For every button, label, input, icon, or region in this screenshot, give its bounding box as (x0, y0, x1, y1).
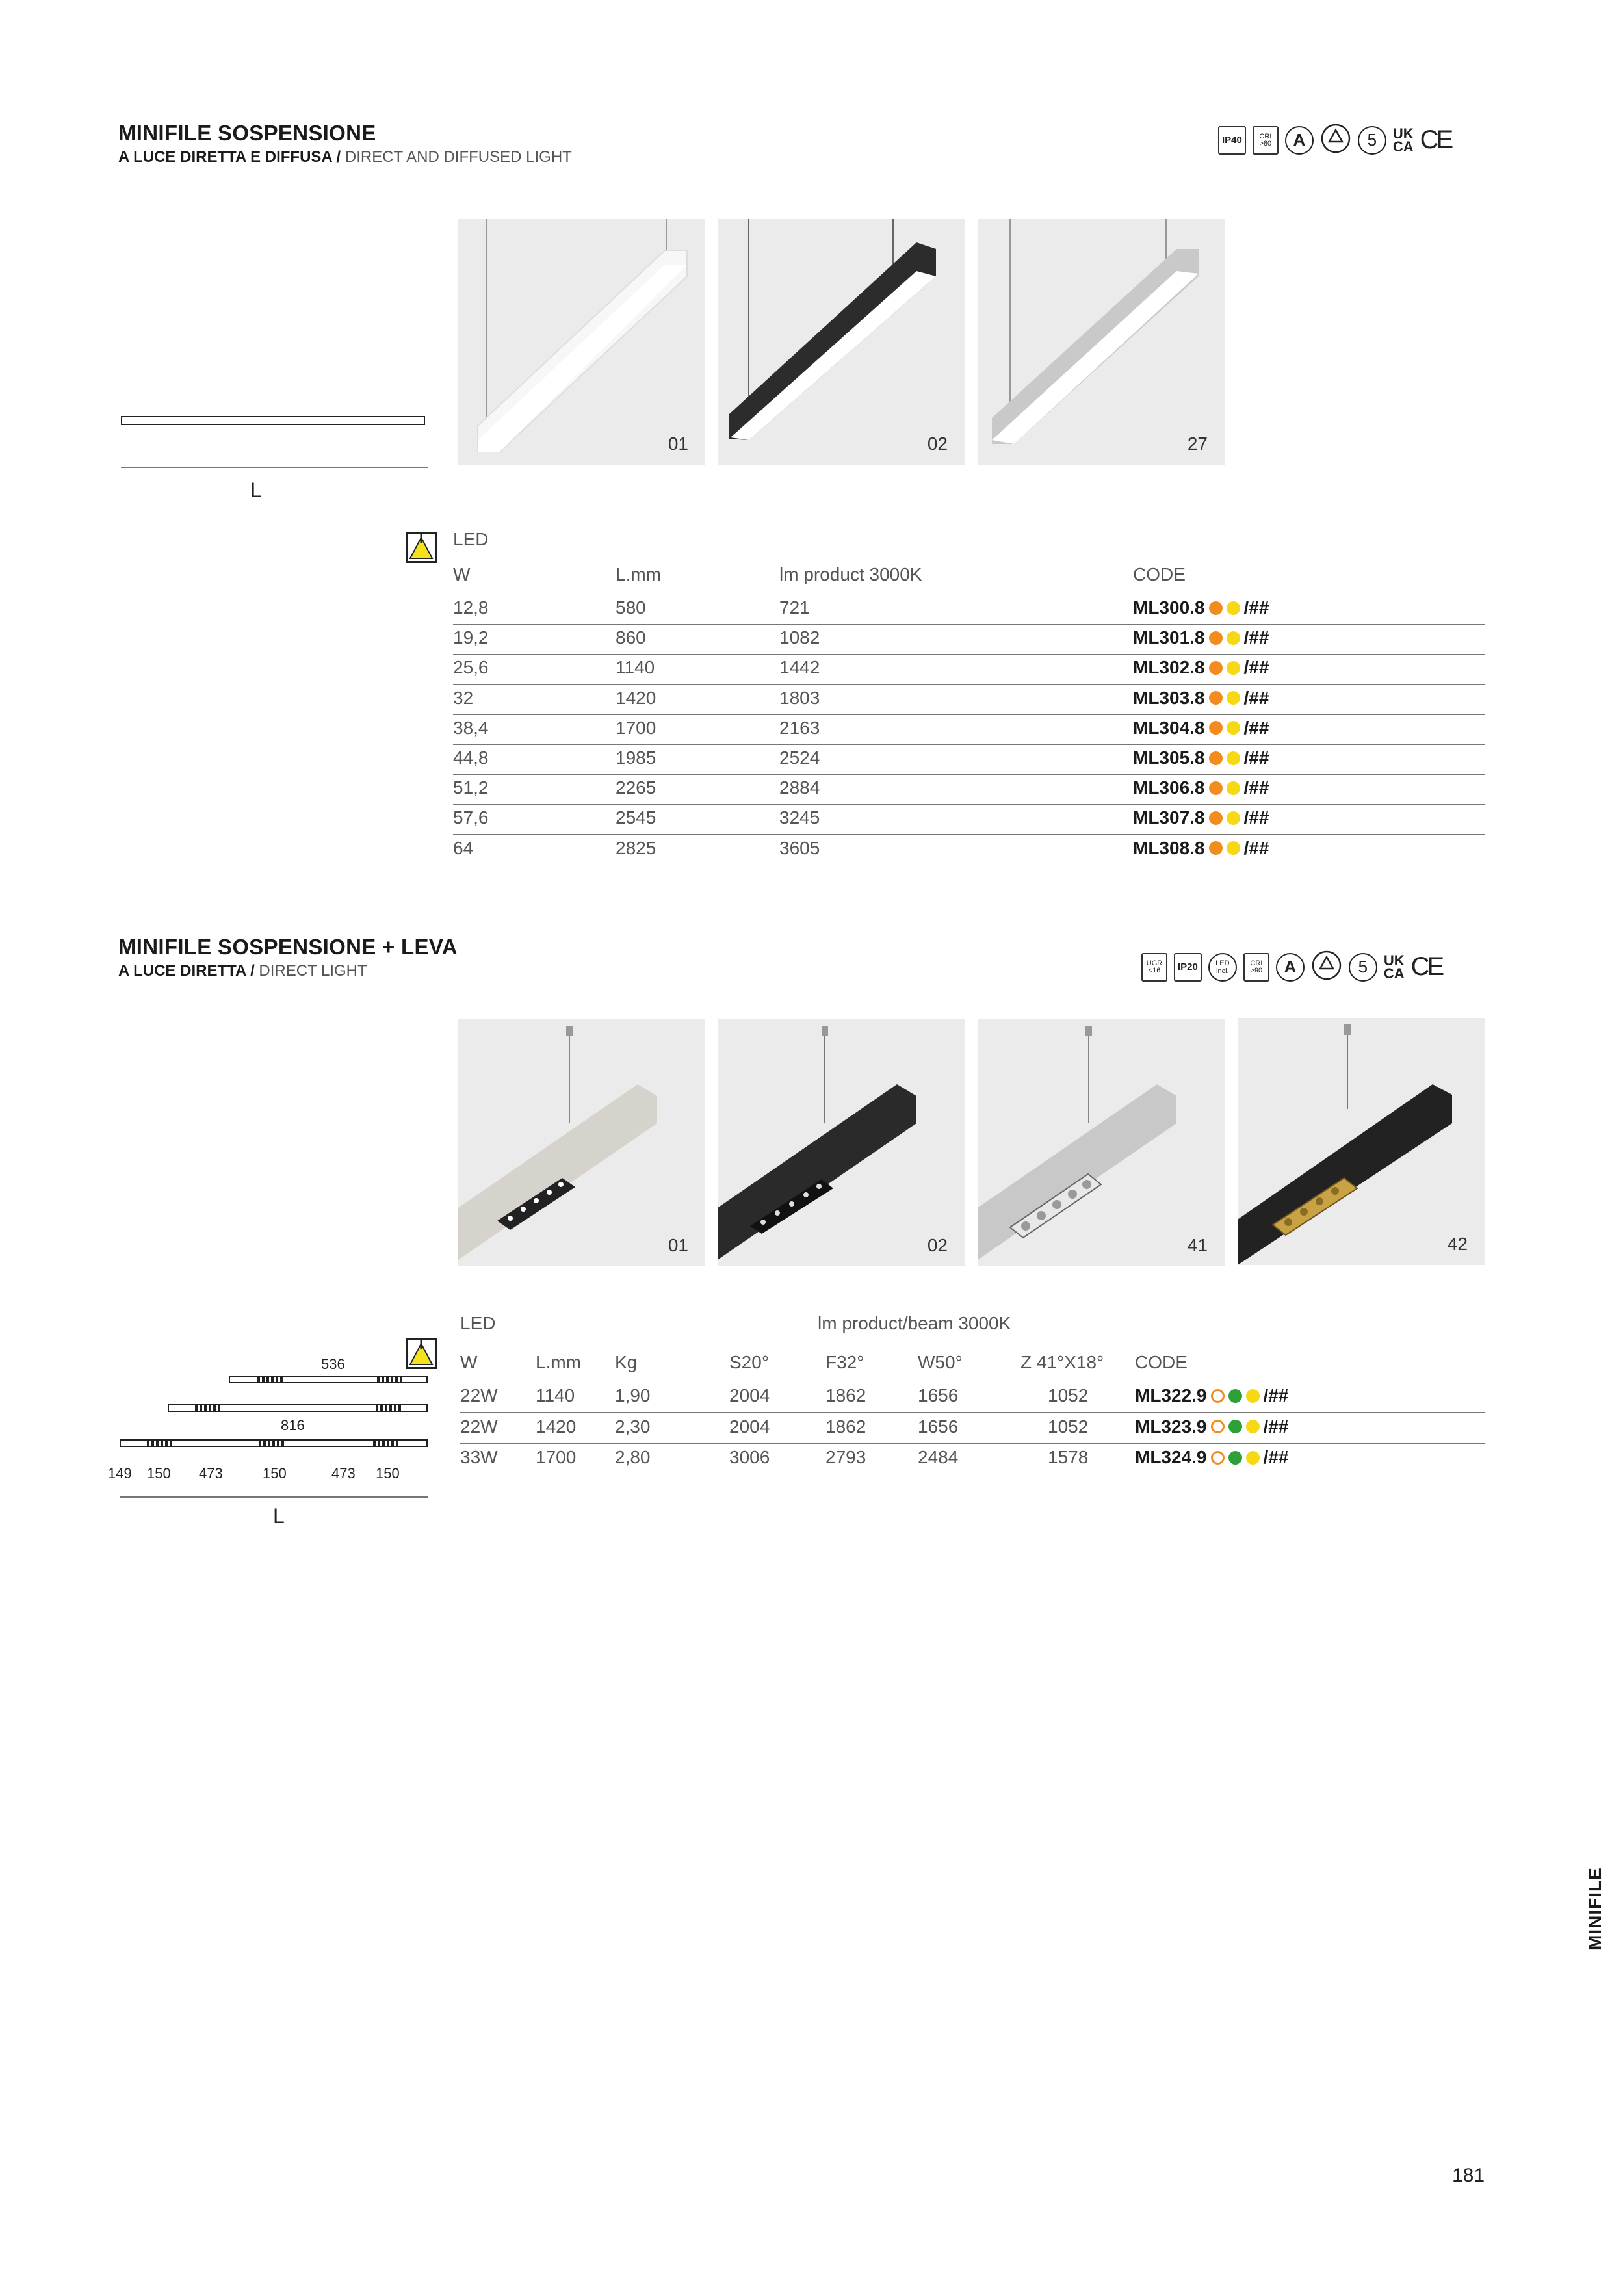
side-label-wrapper (1579, 1867, 1618, 1950)
product-photo-black (718, 219, 965, 465)
color-temp-orange-dot (1209, 781, 1223, 795)
cell-lumen: 2524 (779, 748, 820, 768)
dim-bottom: 150 (147, 1465, 171, 1481)
header-length: L.mm (536, 1352, 581, 1372)
cell-watt: 19,2 (453, 627, 489, 648)
cell-length: 1700 (536, 1447, 577, 1467)
cell-lumen: 721 (779, 597, 810, 618)
product-code: ML300.8 (1133, 597, 1205, 618)
color-temp-orange-dot (1209, 841, 1223, 855)
product-code: ML301.8 (1133, 627, 1205, 648)
table-row (453, 804, 1485, 835)
dim-bottom: 473 (331, 1465, 356, 1481)
recycle-icon (1311, 950, 1342, 984)
header-w: W (460, 1352, 478, 1372)
cell-length: 1140 (616, 657, 655, 678)
cell-length: 1420 (536, 1416, 577, 1437)
cell-length: 1420 (616, 687, 656, 708)
cri-icon (1253, 126, 1279, 155)
cell-weight: 2,30 (615, 1416, 651, 1437)
cell-length: 2825 (616, 837, 656, 858)
module-mark (373, 1441, 399, 1446)
product-photo-black-gold (1238, 1018, 1485, 1265)
cell-f32: 2793 (825, 1447, 866, 1467)
table-row (453, 594, 1485, 625)
color-temp-ring-dot (1211, 1389, 1225, 1403)
ce-icon: CE (1410, 952, 1442, 981)
ugr-value: <16 (1148, 966, 1161, 974)
cri-label: CRI (1259, 132, 1272, 140)
color-temp-orange-dot (1209, 811, 1223, 825)
finish-suffix: /## (1243, 777, 1269, 798)
finish-suffix: /## (1243, 717, 1269, 738)
dim-bottom: 150 (376, 1465, 400, 1481)
cell-watt: 22W (460, 1416, 498, 1437)
photo-caption: 27 (1187, 434, 1208, 454)
cell-length: 1985 (616, 748, 656, 768)
cell-lumen: 3605 (779, 837, 820, 858)
color-temp-yellow-dot (1227, 751, 1240, 765)
cell-lumen: 1803 (779, 687, 820, 708)
finish-suffix: /## (1243, 807, 1269, 828)
photo-caption: 02 (927, 1235, 948, 1255)
cell-w50: 1656 (918, 1416, 959, 1437)
product-photo-black (718, 1019, 965, 1266)
color-temp-ring-dot (1211, 1451, 1225, 1465)
product-code: ML323.9 (1135, 1416, 1207, 1437)
cell-length: 2545 (616, 807, 656, 828)
cri-value: >90 (1250, 966, 1263, 974)
ip40-icon: IP40 (1218, 126, 1246, 155)
ukca-uk: UK (1392, 125, 1414, 142)
ukca-ca: CA (1383, 965, 1405, 982)
header-w50: W50° (918, 1352, 963, 1372)
section1-certifications (1218, 124, 1451, 157)
product-photo-silver-reflectors (978, 1019, 1225, 1266)
cell-weight: 1,90 (615, 1385, 651, 1405)
cell-s20: 2004 (729, 1385, 770, 1405)
cell-watt: 57,6 (453, 807, 489, 828)
led-included-icon (1208, 953, 1237, 982)
section2-title: MINIFILE SOSPENSIONE + LEVA (118, 935, 458, 959)
finish-suffix: /## (1243, 687, 1269, 708)
cell-length: 580 (616, 597, 646, 618)
cell-w50: 1656 (918, 1385, 959, 1405)
recycle-icon (1320, 124, 1351, 157)
header-code: CODE (1135, 1352, 1188, 1372)
section1-subtitle-normal: DIRECT AND DIFFUSED LIGHT (341, 148, 572, 166)
ce-icon: CE (1420, 125, 1451, 154)
header-s20: S20° (729, 1352, 770, 1372)
cell-s20: 2004 (729, 1416, 770, 1437)
header-length: L.mm (616, 564, 661, 584)
color-temp-green-dot (1228, 1420, 1242, 1433)
product-code: ML302.8 (1133, 657, 1205, 678)
table-row (453, 835, 1485, 865)
table-row (460, 1382, 1485, 1413)
warning-icon (406, 1338, 437, 1369)
cell-f32: 1862 (825, 1385, 866, 1405)
ukca-uk: UK (1383, 952, 1405, 969)
header-w: W (453, 564, 471, 584)
cell-z: 1052 (1048, 1416, 1089, 1437)
header-f32: F32° (825, 1352, 864, 1372)
product-photo-white (458, 219, 705, 465)
finish-suffix: /## (1263, 1447, 1289, 1467)
header-z: Z 41°X18° (1020, 1352, 1104, 1372)
cri-value: >80 (1259, 139, 1272, 148)
led-sub: incl. (1216, 967, 1229, 975)
color-temp-ring-dot (1211, 1420, 1225, 1433)
product-code: ML324.9 (1135, 1447, 1207, 1467)
table-row (453, 774, 1485, 805)
table-row (453, 744, 1485, 775)
length-label: L (273, 1504, 285, 1528)
cell-watt: 33W (460, 1447, 498, 1467)
table-group-label: LED (460, 1313, 496, 1333)
length-label: L (250, 478, 262, 502)
cell-code (1133, 748, 1269, 768)
module-mark (377, 1377, 403, 1382)
cell-length: 860 (616, 627, 646, 648)
cell-code (1133, 807, 1269, 828)
product-photo-grey (978, 219, 1225, 465)
page-number: 181 (1452, 2165, 1485, 2186)
color-temp-orange-dot (1209, 631, 1223, 645)
color-temp-orange-dot (1209, 721, 1223, 735)
product-table-1 (453, 525, 1485, 863)
cell-watt: 44,8 (453, 748, 489, 768)
color-temp-yellow-dot (1227, 691, 1240, 705)
led-label: LED (1215, 959, 1230, 967)
cri-label: CRI (1250, 959, 1263, 967)
color-temp-yellow-dot (1246, 1389, 1260, 1403)
product-table-2 (460, 1313, 1485, 1482)
dimension-line (121, 467, 428, 468)
module-mark (376, 1405, 402, 1411)
product-code: ML307.8 (1133, 807, 1205, 828)
cell-z: 1578 (1048, 1447, 1089, 1467)
product-code: ML305.8 (1133, 748, 1205, 768)
cell-watt: 32 (453, 687, 474, 708)
cell-watt: 12,8 (453, 597, 489, 618)
photo-caption: 01 (668, 1235, 688, 1255)
cell-lumen: 2884 (779, 777, 820, 798)
table-group-label-lumen: lm product/beam 3000K (818, 1313, 1011, 1333)
photo-caption: 41 (1187, 1235, 1208, 1255)
color-temp-yellow-dot (1246, 1451, 1260, 1465)
color-temp-orange-dot (1209, 661, 1223, 675)
ugr-icon (1141, 953, 1167, 982)
cell-s20: 3006 (729, 1447, 770, 1467)
table-row (453, 624, 1485, 655)
color-temp-yellow-dot (1227, 811, 1240, 825)
section2-subtitle (118, 962, 367, 980)
cell-lumen: 3245 (779, 807, 820, 828)
photo-caption: 02 (927, 434, 948, 454)
color-temp-yellow-dot (1227, 661, 1240, 675)
table-row (453, 685, 1485, 715)
table-row (460, 1444, 1485, 1474)
cell-code (1133, 597, 1269, 618)
cell-weight: 2,80 (615, 1447, 651, 1467)
module-mark (195, 1405, 221, 1411)
color-temp-yellow-dot (1227, 631, 1240, 645)
header-code: CODE (1133, 564, 1186, 584)
ukca-icon (1384, 954, 1405, 980)
module-mark (257, 1377, 283, 1382)
color-temp-yellow-dot (1246, 1420, 1260, 1433)
dim-536: 536 (321, 1356, 345, 1372)
cell-lumen: 2163 (779, 717, 820, 738)
cell-code (1133, 777, 1269, 798)
product-drawing (121, 416, 425, 425)
product-code: ML306.8 (1133, 777, 1205, 798)
product-code: ML303.8 (1133, 687, 1205, 708)
ukca-icon (1393, 127, 1414, 153)
side-label: MINIFILE (1585, 1867, 1605, 1950)
color-temp-green-dot (1228, 1451, 1242, 1465)
product-code: ML308.8 (1133, 837, 1205, 858)
dim-816: 816 (281, 1417, 305, 1433)
finish-suffix: /## (1243, 657, 1269, 678)
cell-code (1133, 657, 1269, 678)
section2-certifications (1141, 950, 1442, 984)
cell-watt: 38,4 (453, 717, 489, 738)
cell-watt: 51,2 (453, 777, 489, 798)
table-group-label: LED (453, 529, 489, 549)
cell-length: 1700 (616, 717, 656, 738)
finish-suffix: /## (1243, 748, 1269, 768)
ukca-ca: CA (1392, 138, 1414, 155)
table-row (453, 654, 1485, 685)
header-kg: Kg (615, 1352, 638, 1372)
product-code: ML322.9 (1135, 1385, 1207, 1405)
photo-caption: 42 (1447, 1234, 1468, 1254)
header-lumen: lm product 3000K (779, 564, 922, 584)
color-temp-yellow-dot (1227, 721, 1240, 735)
color-temp-orange-dot (1209, 601, 1223, 615)
cell-watt: 25,6 (453, 657, 489, 678)
cell-z: 1052 (1048, 1385, 1089, 1405)
cell-f32: 1862 (825, 1416, 866, 1437)
dim-bottom: 150 (263, 1465, 287, 1481)
cell-lumen: 1442 (779, 657, 820, 678)
cell-code (1135, 1447, 1288, 1468)
cell-watt: 22W (460, 1385, 498, 1405)
cell-code (1133, 688, 1269, 709)
energy-a-icon: A (1285, 126, 1314, 155)
dim-bottom: 149 (108, 1465, 132, 1481)
cri-icon (1243, 953, 1269, 982)
cell-code (1135, 1416, 1288, 1437)
section2-subtitle-bold: A LUCE DIRETTA / (118, 962, 255, 980)
color-temp-yellow-dot (1227, 781, 1240, 795)
color-temp-orange-dot (1209, 691, 1223, 705)
cell-code (1133, 838, 1269, 859)
module-mark (147, 1441, 173, 1446)
section1-subtitle (118, 148, 572, 166)
cell-length: 2265 (616, 777, 656, 798)
ugr-label: UGR (1146, 959, 1163, 967)
color-temp-green-dot (1228, 1389, 1242, 1403)
product-photo-silver (458, 1019, 705, 1266)
color-temp-yellow-dot (1227, 841, 1240, 855)
table-row (460, 1413, 1485, 1444)
finish-suffix: /## (1243, 627, 1269, 648)
energy-a-icon: A (1276, 953, 1305, 982)
photo-caption: 01 (668, 434, 688, 454)
dimension-line (120, 1496, 428, 1498)
cell-length: 1140 (536, 1385, 575, 1405)
section1-title: MINIFILE SOSPENSIONE (118, 121, 376, 145)
color-temp-yellow-dot (1227, 601, 1240, 615)
section2-subtitle-normal: DIRECT LIGHT (254, 962, 367, 980)
cell-code (1133, 627, 1269, 648)
section1-subtitle-bold: A LUCE DIRETTA E DIFFUSA / (118, 148, 341, 166)
cell-lumen: 1082 (779, 627, 820, 648)
cell-code (1135, 1385, 1288, 1406)
cell-watt: 64 (453, 837, 474, 858)
finish-suffix: /## (1263, 1385, 1289, 1405)
table-row (453, 714, 1485, 745)
finish-suffix: /## (1243, 597, 1269, 618)
color-temp-orange-dot (1209, 751, 1223, 765)
finish-suffix: /## (1243, 837, 1269, 858)
cell-w50: 2484 (918, 1447, 959, 1467)
finish-suffix: /## (1263, 1416, 1289, 1437)
warranty-5-icon: 5 (1349, 953, 1377, 982)
cell-code (1133, 718, 1269, 738)
warranty-5-icon: 5 (1358, 126, 1386, 155)
product-code: ML304.8 (1133, 717, 1205, 738)
dim-bottom: 473 (199, 1465, 223, 1481)
module-mark (259, 1441, 285, 1446)
warning-icon (406, 532, 437, 563)
ip20-icon: IP20 (1174, 953, 1202, 982)
